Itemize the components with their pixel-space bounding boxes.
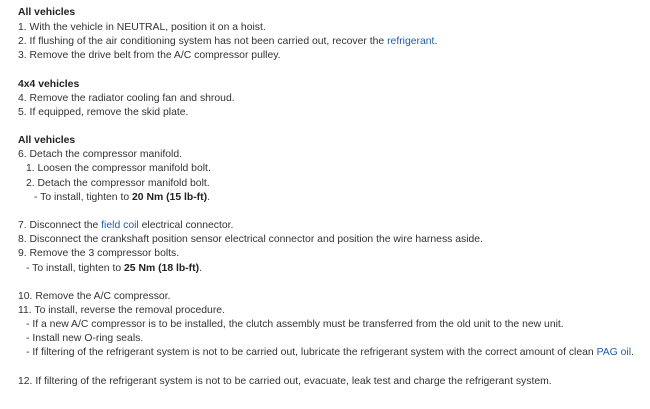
torque-note-end: . — [207, 192, 210, 203]
step-12: 12. If filtering of the refrigerant system is not to be carried out, evacuate, leak test and charge the refrigerant system. — [18, 376, 552, 387]
torque-note — [26, 262, 202, 276]
step-2-end: . — [434, 36, 438, 47]
step-7-text: 7. Disconnect the — [18, 220, 102, 231]
section-heading: All vehicles — [18, 135, 76, 146]
step-11: 11. To install, reverse the removal procedure. — [18, 305, 225, 316]
torque-note-text: - To install, tighten to — [34, 192, 132, 203]
substep-6-2: 2. Detach the compressor manifold bolt. — [26, 178, 210, 189]
step-6: 6. Detach the compressor manifold. — [18, 149, 183, 160]
step-11-note — [26, 346, 634, 360]
step-11-note-text: - If filtering of the refrigerant system is not to be carried out, lubricate the refrigerant system with the correct amount of clean — [26, 347, 597, 358]
torque-value: 25 Nm (18 lb-ft) — [124, 263, 200, 274]
step-1: 1. With the vehicle in NEUTRAL, position it on a hoist. — [18, 22, 266, 33]
section-heading: All vehicles — [18, 7, 76, 18]
substep-6-1: 1. Loosen the compressor manifold bolt. — [26, 163, 211, 174]
step-3: 3. Remove the drive belt from the A/C compressor pulley. — [18, 50, 281, 61]
step-11-note: - If a new A/C compressor is to be installed, the clutch assembly must be transferred from the old unit to the new unit. — [26, 319, 564, 330]
field-coil-link[interactable]: field coil — [101, 220, 139, 231]
step-9: 9. Remove the 3 compressor bolts. — [18, 248, 180, 259]
torque-note — [34, 191, 210, 205]
step-5: 5. If equipped, remove the skid plate. — [18, 107, 189, 118]
step-2 — [18, 35, 437, 49]
step-11-note: - Install new O-ring seals. — [26, 333, 144, 344]
step-4: 4. Remove the radiator cooling fan and shroud. — [18, 93, 235, 104]
section-heading: 4x4 vehicles — [18, 79, 80, 90]
pag-oil-link[interactable]: PAG oil — [596, 347, 632, 358]
step-11-note-end: . — [631, 347, 634, 358]
torque-note-text: - To install, tighten to — [26, 263, 124, 274]
step-2-text: 2. If flushing of the air conditioning system has not been carried out, recover the — [18, 36, 388, 47]
refrigerant-link[interactable]: refrigerant — [387, 36, 435, 47]
torque-value: 20 Nm (15 lb-ft) — [132, 192, 208, 203]
step-7-end: electrical connector. — [138, 220, 234, 231]
step-8: 8. Disconnect the crankshaft position sensor electrical connector and position the wire harness aside. — [18, 234, 483, 245]
torque-note-end: . — [199, 263, 202, 274]
step-7 — [18, 219, 233, 233]
step-10: 10. Remove the A/C compressor. — [18, 291, 171, 302]
